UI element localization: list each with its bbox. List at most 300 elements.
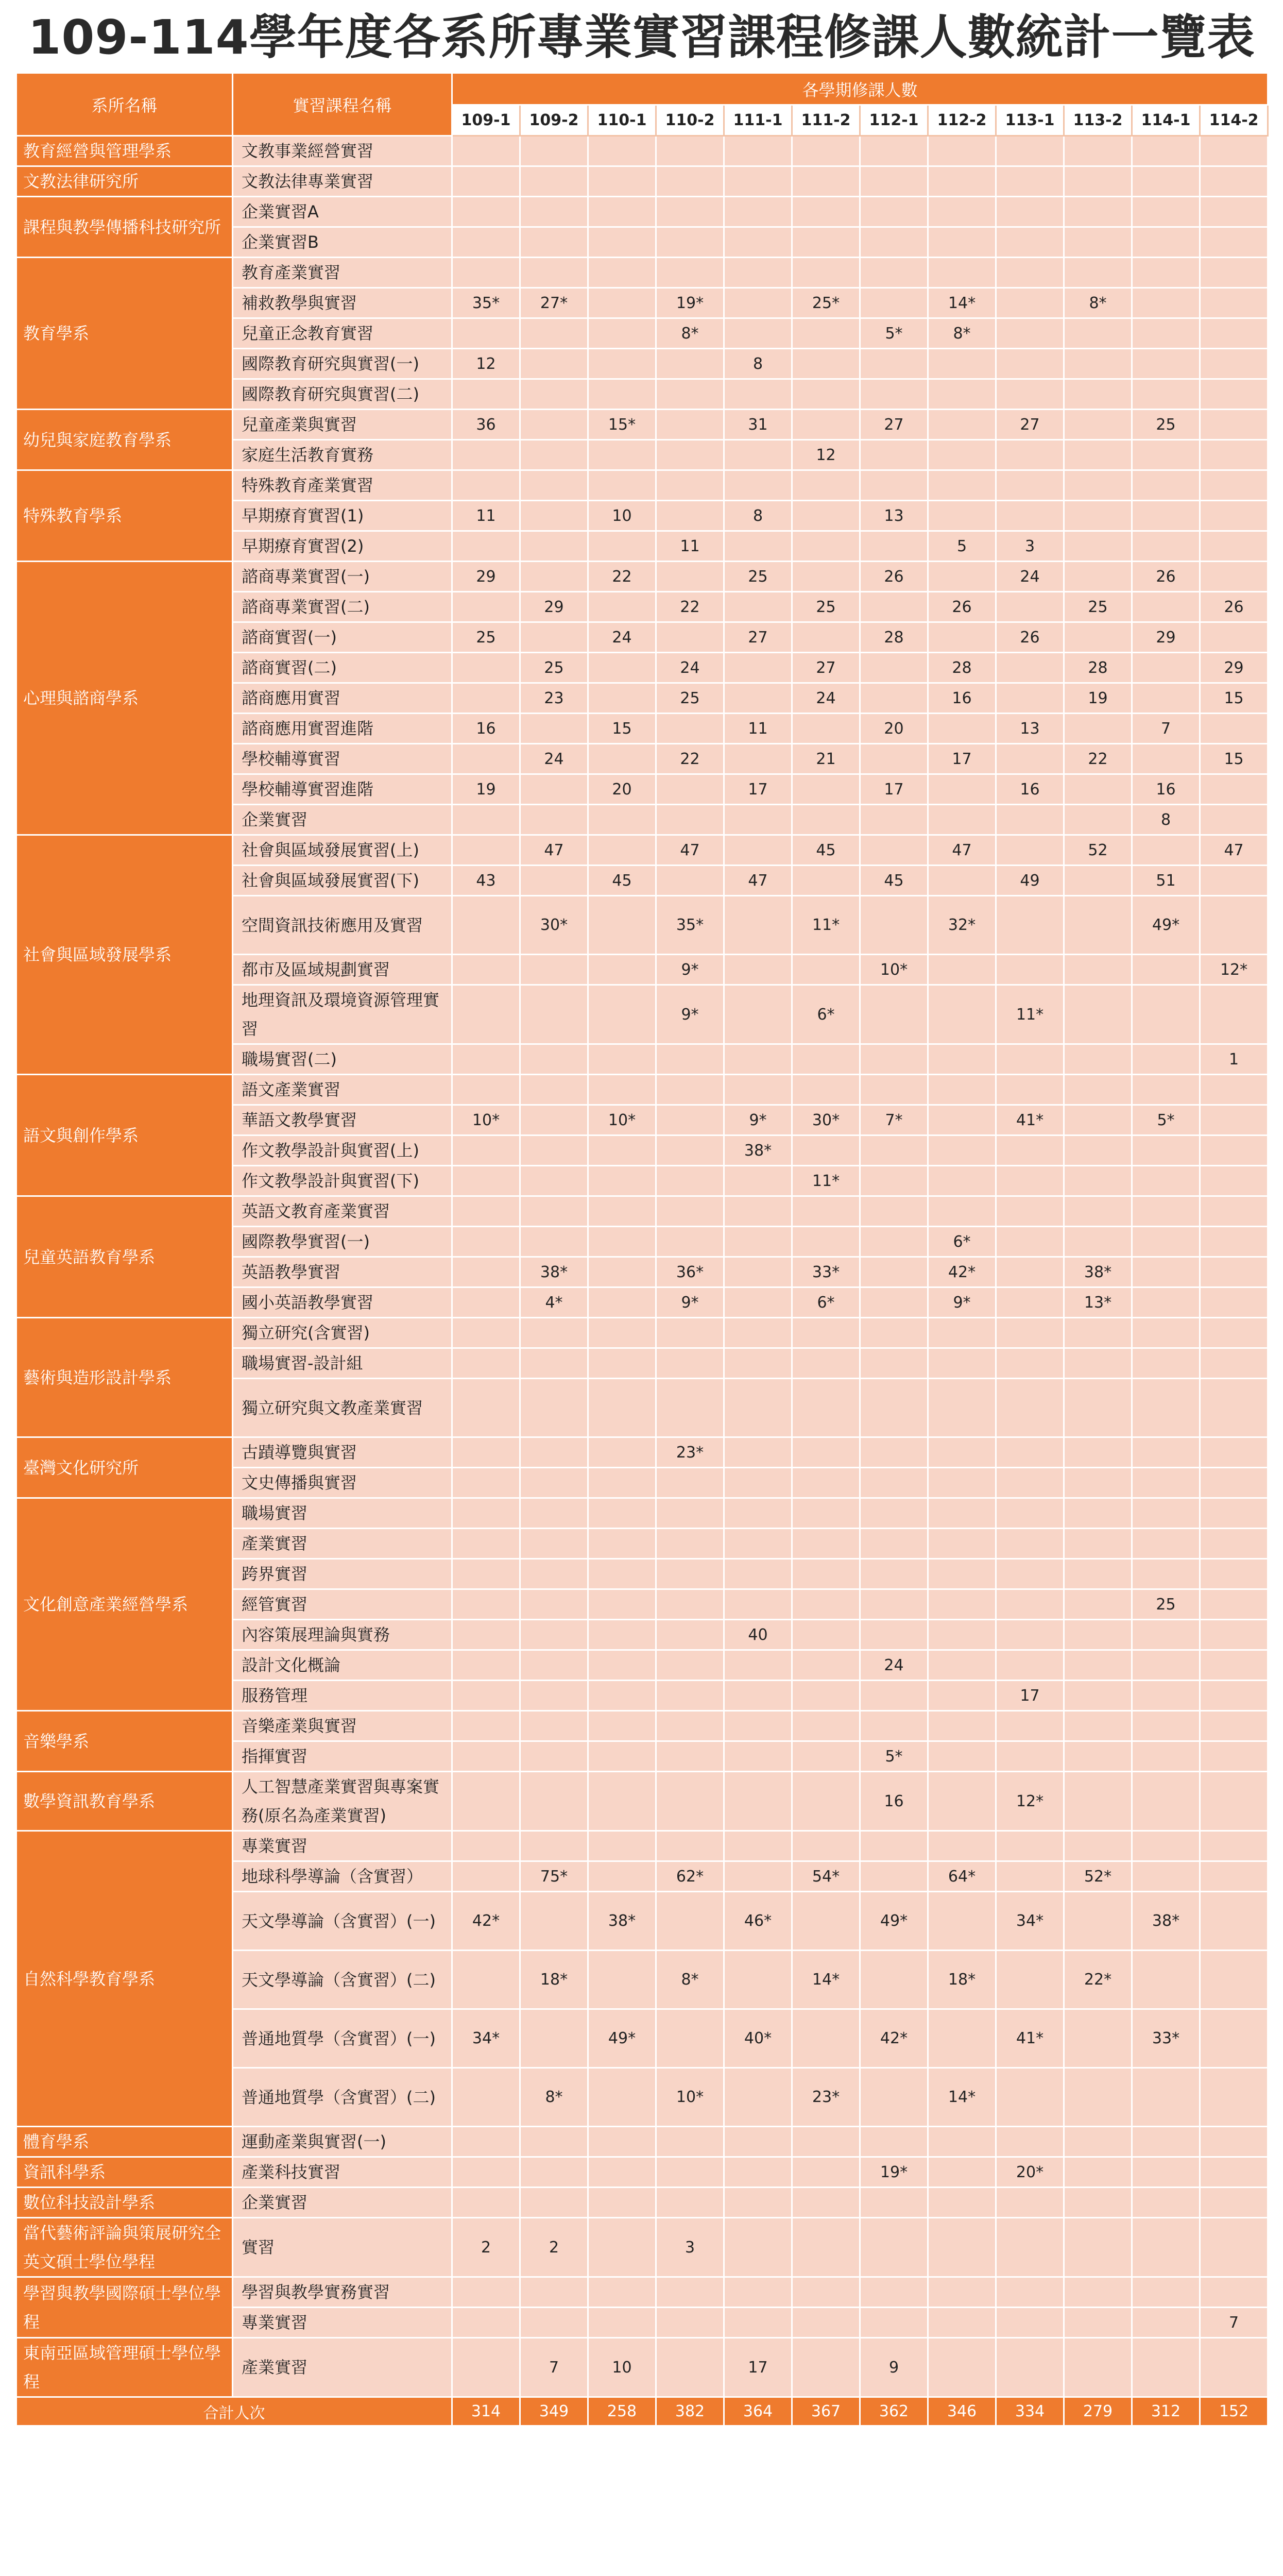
enrollment-cell — [724, 1681, 792, 1711]
enrollment-cell — [1200, 1892, 1268, 1951]
enrollment-cell — [1064, 1166, 1132, 1196]
course-name: 獨立研究與文教產業實習 — [233, 1379, 452, 1437]
enrollment-cell — [452, 258, 520, 288]
enrollment-cell — [996, 1529, 1064, 1559]
enrollment-cell: 5* — [860, 318, 928, 349]
enrollment-cell: 11 — [452, 501, 520, 531]
department-name: 心理與諮商學系 — [16, 562, 233, 835]
enrollment-cell: 25 — [724, 562, 792, 592]
enrollment-cell — [1064, 1379, 1132, 1437]
enrollment-cell — [1064, 1681, 1132, 1711]
enrollment-cell — [860, 2218, 928, 2277]
enrollment-cell: 19* — [656, 288, 724, 318]
enrollment-cell — [1132, 1468, 1200, 1498]
enrollment-cell — [1064, 805, 1132, 835]
enrollment-cell — [1132, 2338, 1200, 2397]
enrollment-cell: 19* — [860, 2157, 928, 2188]
department-name: 當代藝術評論與策展研究全英文碩士學位學程 — [16, 2218, 233, 2277]
enrollment-cell — [792, 1620, 860, 1650]
table-row — [16, 1437, 1268, 1468]
enrollment-cell — [1132, 2218, 1200, 2277]
enrollment-cell: 33* — [792, 1257, 860, 1287]
course-name: 音樂產業與實習 — [233, 1711, 452, 1741]
enrollment-cell — [1200, 1437, 1268, 1468]
enrollment-cell — [452, 1650, 520, 1681]
enrollment-cell: 28 — [1064, 653, 1132, 683]
enrollment-cell — [452, 955, 520, 985]
enrollment-cell — [520, 1166, 588, 1196]
enrollment-cell — [860, 1287, 928, 1318]
enrollment-cell — [860, 1711, 928, 1741]
enrollment-cell: 45 — [860, 866, 928, 896]
enrollment-cell — [520, 1589, 588, 1620]
enrollment-cell: 38* — [1132, 1892, 1200, 1951]
enrollment-cell: 40 — [724, 1620, 792, 1650]
enrollment-cell: 20 — [588, 774, 656, 805]
enrollment-cell — [1132, 1287, 1200, 1318]
enrollment-cell: 17 — [996, 1681, 1064, 1711]
enrollment-cell: 25 — [1132, 1589, 1200, 1620]
enrollment-cell — [1064, 1892, 1132, 1951]
enrollment-cell: 47 — [724, 866, 792, 896]
enrollment-cell — [1064, 470, 1132, 501]
enrollment-cell: 5* — [860, 1741, 928, 1772]
enrollment-cell — [1132, 2068, 1200, 2127]
enrollment-cell — [1064, 1650, 1132, 1681]
enrollment-cell — [860, 2308, 928, 2338]
enrollment-cell — [1132, 1318, 1200, 1348]
enrollment-cell — [860, 379, 928, 410]
course-name: 諮商實習(二) — [233, 653, 452, 683]
course-name: 諮商實習(一) — [233, 622, 452, 653]
enrollment-cell — [860, 136, 928, 166]
enrollment-cell — [1132, 1529, 1200, 1559]
enrollment-cell: 13 — [996, 714, 1064, 744]
enrollment-cell — [996, 955, 1064, 985]
table-row — [16, 470, 1268, 501]
course-name: 企業實習B — [233, 227, 452, 258]
enrollment-cell — [792, 774, 860, 805]
enrollment-cell — [860, 1227, 928, 1257]
enrollment-cell — [1200, 774, 1268, 805]
enrollment-cell — [656, 1075, 724, 1105]
enrollment-cell — [520, 955, 588, 985]
enrollment-cell — [452, 1257, 520, 1287]
enrollment-cell — [1132, 653, 1200, 683]
table-row — [16, 166, 1268, 197]
enrollment-cell — [928, 1650, 996, 1681]
enrollment-cell — [1064, 955, 1132, 985]
enrollment-cell — [724, 896, 792, 955]
enrollment-cell: 64* — [928, 1861, 996, 1892]
enrollment-cell: 8 — [1132, 805, 1200, 835]
course-name: 職場實習 — [233, 1498, 452, 1529]
course-name: 諮商應用實習 — [233, 683, 452, 714]
enrollment-cell — [452, 1951, 520, 2009]
table-row — [16, 197, 1268, 227]
enrollment-cell — [520, 440, 588, 470]
enrollment-cell — [928, 955, 996, 985]
enrollment-cell — [792, 1529, 860, 1559]
enrollment-cell — [1132, 1348, 1200, 1379]
enrollment-cell — [996, 2188, 1064, 2218]
enrollment-cell — [1200, 2009, 1268, 2068]
enrollment-cell — [860, 1681, 928, 1711]
enrollment-cell — [792, 2127, 860, 2157]
enrollment-cell — [1064, 379, 1132, 410]
enrollment-cell — [928, 1498, 996, 1529]
enrollment-cell — [860, 1589, 928, 1620]
enrollment-cell — [520, 1105, 588, 1136]
enrollment-cell — [724, 440, 792, 470]
course-name: 家庭生活教育實務 — [233, 440, 452, 470]
enrollment-cell — [996, 349, 1064, 379]
enrollment-cell — [588, 1379, 656, 1437]
enrollment-cell — [860, 653, 928, 683]
enrollment-cell: 25 — [520, 653, 588, 683]
enrollment-cell — [928, 501, 996, 531]
enrollment-cell: 25 — [452, 622, 520, 653]
enrollment-cell: 52* — [1064, 1861, 1132, 1892]
enrollment-cell — [452, 318, 520, 349]
enrollment-cell — [792, 501, 860, 531]
enrollment-cell: 9 — [860, 2338, 928, 2397]
enrollment-cell — [928, 227, 996, 258]
enrollment-cell: 32* — [928, 896, 996, 955]
enrollment-cell: 38* — [724, 1136, 792, 1166]
total-label: 合計人次 — [16, 2397, 452, 2426]
course-name: 都市及區域規劃實習 — [233, 955, 452, 985]
table-row — [16, 258, 1268, 288]
enrollment-cell: 26 — [1200, 592, 1268, 622]
enrollment-cell — [1200, 1951, 1268, 2009]
course-name: 空間資訊技術應用及實習 — [233, 896, 452, 955]
enrollment-cell — [928, 774, 996, 805]
enrollment-cell: 6* — [928, 1227, 996, 1257]
enrollment-cell: 38* — [1064, 1257, 1132, 1287]
enrollment-cell — [928, 562, 996, 592]
enrollment-cell — [1132, 1227, 1200, 1257]
course-name: 運動產業與實習(一) — [233, 2127, 452, 2157]
enrollment-cell — [996, 653, 1064, 683]
header-semester: 110-1 — [588, 105, 656, 136]
enrollment-cell — [1132, 440, 1200, 470]
enrollment-cell — [452, 197, 520, 227]
enrollment-cell — [520, 349, 588, 379]
enrollment-cell — [860, 2127, 928, 2157]
total-cell: 258 — [588, 2397, 656, 2426]
enrollment-cell: 30* — [792, 1105, 860, 1136]
enrollment-cell — [520, 1379, 588, 1437]
enrollment-cell: 33* — [1132, 2009, 1200, 2068]
department-name: 社會與區域發展學系 — [16, 835, 233, 1075]
enrollment-cell — [588, 531, 656, 562]
course-name: 專業實習 — [233, 2308, 452, 2338]
enrollment-cell: 10* — [860, 955, 928, 985]
enrollment-cell — [996, 318, 1064, 349]
enrollment-cell — [452, 1498, 520, 1529]
enrollment-cell — [1200, 1681, 1268, 1711]
table-row — [16, 2157, 1268, 2188]
enrollment-cell: 9* — [928, 1287, 996, 1318]
enrollment-cell — [520, 1075, 588, 1105]
enrollment-cell — [452, 379, 520, 410]
enrollment-cell — [724, 136, 792, 166]
enrollment-cell — [928, 2218, 996, 2277]
enrollment-cell — [996, 1318, 1064, 1348]
enrollment-cell: 8 — [724, 501, 792, 531]
enrollment-cell — [928, 1075, 996, 1105]
enrollment-cell: 23* — [656, 1437, 724, 1468]
enrollment-cell — [452, 1166, 520, 1196]
enrollment-cell — [996, 288, 1064, 318]
enrollment-cell — [1200, 1620, 1268, 1650]
enrollment-cell — [588, 1589, 656, 1620]
enrollment-cell — [588, 1951, 656, 2009]
enrollment-cell — [520, 805, 588, 835]
enrollment-cell: 8* — [1064, 288, 1132, 318]
enrollment-cell — [1064, 866, 1132, 896]
enrollment-cell — [996, 440, 1064, 470]
enrollment-cell — [860, 1620, 928, 1650]
enrollment-cell — [860, 349, 928, 379]
enrollment-cell — [996, 1379, 1064, 1437]
enrollment-cell — [1200, 2188, 1268, 2218]
enrollment-cell — [520, 1044, 588, 1075]
enrollment-cell — [1132, 349, 1200, 379]
department-name: 幼兒與家庭教育學系 — [16, 410, 233, 470]
enrollment-cell — [724, 2157, 792, 2188]
course-name: 古蹟導覽與實習 — [233, 1437, 452, 1468]
enrollment-cell — [928, 1196, 996, 1227]
enrollment-cell: 24 — [656, 653, 724, 683]
enrollment-cell — [860, 985, 928, 1044]
course-name: 設計文化概論 — [233, 1650, 452, 1681]
enrollment-cell — [1064, 2308, 1132, 2338]
enrollment-cell: 22 — [656, 744, 724, 774]
course-name: 經管實習 — [233, 1589, 452, 1620]
enrollment-cell — [656, 1468, 724, 1498]
enrollment-cell — [656, 1711, 724, 1741]
enrollment-cell — [792, 166, 860, 197]
enrollment-cell — [1064, 258, 1132, 288]
enrollment-cell — [1200, 2157, 1268, 2188]
enrollment-cell — [520, 258, 588, 288]
department-name: 數學資訊教育學系 — [16, 1772, 233, 1831]
enrollment-cell — [520, 2009, 588, 2068]
enrollment-cell — [452, 1075, 520, 1105]
enrollment-cell — [1132, 1559, 1200, 1589]
header-semester: 112-1 — [860, 105, 928, 136]
header-semester: 111-1 — [724, 105, 792, 136]
enrollment-cell — [588, 379, 656, 410]
enrollment-cell — [724, 1951, 792, 2009]
enrollment-cell — [588, 1166, 656, 1196]
enrollment-cell — [928, 2188, 996, 2218]
enrollment-cell — [656, 136, 724, 166]
enrollment-cell: 6* — [792, 985, 860, 1044]
enrollment-cell — [860, 896, 928, 955]
enrollment-cell — [452, 985, 520, 1044]
course-name: 國際教育研究與實習(一) — [233, 349, 452, 379]
enrollment-cell — [1200, 136, 1268, 166]
enrollment-cell — [1200, 1257, 1268, 1287]
enrollment-cell — [1200, 1772, 1268, 1831]
header-semester: 113-2 — [1064, 105, 1132, 136]
course-name: 兒童產業與實習 — [233, 410, 452, 440]
enrollment-cell: 40* — [724, 2009, 792, 2068]
enrollment-cell — [520, 1437, 588, 1468]
enrollment-cell — [792, 1075, 860, 1105]
table-row — [16, 136, 1268, 166]
enrollment-cell — [588, 2308, 656, 2338]
enrollment-cell — [588, 683, 656, 714]
enrollment-cell — [724, 227, 792, 258]
enrollment-cell — [452, 1772, 520, 1831]
enrollment-cell: 16 — [928, 683, 996, 714]
enrollment-cell — [860, 1166, 928, 1196]
course-name: 作文教學設計與實習(下) — [233, 1166, 452, 1196]
enrollment-cell — [860, 805, 928, 835]
enrollment-cell — [860, 197, 928, 227]
enrollment-cell — [520, 166, 588, 197]
enrollment-cell — [996, 2277, 1064, 2308]
enrollment-cell — [452, 1437, 520, 1468]
enrollment-cell: 10* — [588, 1105, 656, 1136]
enrollment-cell — [996, 1166, 1064, 1196]
enrollment-cell: 49 — [996, 866, 1064, 896]
enrollment-cell — [1132, 1681, 1200, 1711]
enrollment-cell: 36 — [452, 410, 520, 440]
enrollment-cell — [996, 136, 1064, 166]
enrollment-cell — [928, 1892, 996, 1951]
enrollment-cell — [1064, 2338, 1132, 2397]
enrollment-cell: 10* — [656, 2068, 724, 2127]
enrollment-cell — [724, 1498, 792, 1529]
course-name: 教育產業實習 — [233, 258, 452, 288]
enrollment-cell — [1200, 379, 1268, 410]
enrollment-cell — [860, 1437, 928, 1468]
enrollment-cell — [860, 2277, 928, 2308]
enrollment-cell — [996, 258, 1064, 288]
course-name: 學校輔導實習 — [233, 744, 452, 774]
course-name: 作文教學設計與實習(上) — [233, 1136, 452, 1166]
enrollment-cell — [928, 1741, 996, 1772]
enrollment-cell — [1064, 896, 1132, 955]
enrollment-cell: 75* — [520, 1861, 588, 1892]
enrollment-cell: 22 — [656, 592, 724, 622]
course-name: 地理資訊及環境資源管理實習 — [233, 985, 452, 1044]
enrollment-cell — [860, 1075, 928, 1105]
enrollment-cell: 7* — [860, 1105, 928, 1136]
enrollment-cell — [724, 1589, 792, 1620]
enrollment-cell — [1064, 1620, 1132, 1650]
enrollment-cell — [928, 1318, 996, 1348]
enrollment-cell — [1064, 440, 1132, 470]
enrollment-cell: 4* — [520, 1287, 588, 1318]
course-name: 地球科學導論（含實習） — [233, 1861, 452, 1892]
enrollment-cell: 18* — [520, 1951, 588, 2009]
enrollment-cell — [1200, 1589, 1268, 1620]
total-cell: 382 — [656, 2397, 724, 2426]
enrollment-cell — [656, 2308, 724, 2338]
enrollment-cell: 8* — [520, 2068, 588, 2127]
enrollment-cell — [656, 2127, 724, 2157]
enrollment-cell — [996, 1468, 1064, 1498]
enrollment-cell — [1064, 197, 1132, 227]
enrollment-cell — [860, 744, 928, 774]
enrollment-cell — [1200, 1379, 1268, 1437]
enrollment-cell: 27 — [996, 410, 1064, 440]
enrollment-cell — [860, 1831, 928, 1861]
enrollment-cell — [1132, 1257, 1200, 1287]
enrollment-cell — [1132, 1379, 1200, 1437]
enrollment-cell: 24 — [996, 562, 1064, 592]
enrollment-cell: 14* — [792, 1951, 860, 2009]
department-name: 資訊科學系 — [16, 2157, 233, 2188]
enrollment-cell — [588, 1287, 656, 1318]
enrollment-cell — [928, 714, 996, 744]
enrollment-cell — [996, 1227, 1064, 1257]
enrollment-cell — [656, 2277, 724, 2308]
enrollment-cell — [928, 1044, 996, 1075]
course-name: 實習 — [233, 2218, 452, 2277]
enrollment-cell — [928, 1136, 996, 1166]
enrollment-cell — [452, 1318, 520, 1348]
enrollment-cell — [928, 2277, 996, 2308]
total-cell: 362 — [860, 2397, 928, 2426]
enrollment-cell — [656, 1650, 724, 1681]
enrollment-cell — [1132, 288, 1200, 318]
course-name: 國際教育研究與實習(二) — [233, 379, 452, 410]
enrollment-table — [15, 72, 1269, 2427]
enrollment-cell — [1200, 318, 1268, 349]
enrollment-cell — [1132, 166, 1200, 197]
enrollment-cell: 25 — [656, 683, 724, 714]
enrollment-cell — [928, 470, 996, 501]
enrollment-cell: 3 — [996, 531, 1064, 562]
enrollment-cell — [792, 1379, 860, 1437]
enrollment-cell — [724, 1437, 792, 1468]
course-name: 早期療育實習(1) — [233, 501, 452, 531]
enrollment-cell — [452, 2308, 520, 2338]
enrollment-cell — [928, 379, 996, 410]
enrollment-cell — [792, 1468, 860, 1498]
enrollment-cell — [452, 2068, 520, 2127]
enrollment-cell — [1200, 622, 1268, 653]
enrollment-cell: 15 — [1200, 683, 1268, 714]
enrollment-cell: 19 — [452, 774, 520, 805]
enrollment-cell — [928, 166, 996, 197]
course-name: 文教事業經營實習 — [233, 136, 452, 166]
enrollment-cell — [860, 1951, 928, 2009]
total-cell: 152 — [1200, 2397, 1268, 2426]
enrollment-cell — [656, 1044, 724, 1075]
course-name: 普通地質學（含實習）(一) — [233, 2009, 452, 2068]
page-title: 109-114學年度各系所專業實習課程修課人數統計一覽表 — [28, 10, 1255, 65]
enrollment-cell: 12* — [1200, 955, 1268, 985]
enrollment-cell — [792, 955, 860, 985]
enrollment-cell — [588, 227, 656, 258]
enrollment-cell — [928, 1559, 996, 1589]
enrollment-cell — [860, 1257, 928, 1287]
enrollment-cell — [792, 2338, 860, 2397]
course-name: 補救教學與實習 — [233, 288, 452, 318]
enrollment-cell — [1200, 470, 1268, 501]
enrollment-cell: 2 — [452, 2218, 520, 2277]
enrollment-cell — [792, 2277, 860, 2308]
enrollment-cell: 7 — [520, 2338, 588, 2397]
